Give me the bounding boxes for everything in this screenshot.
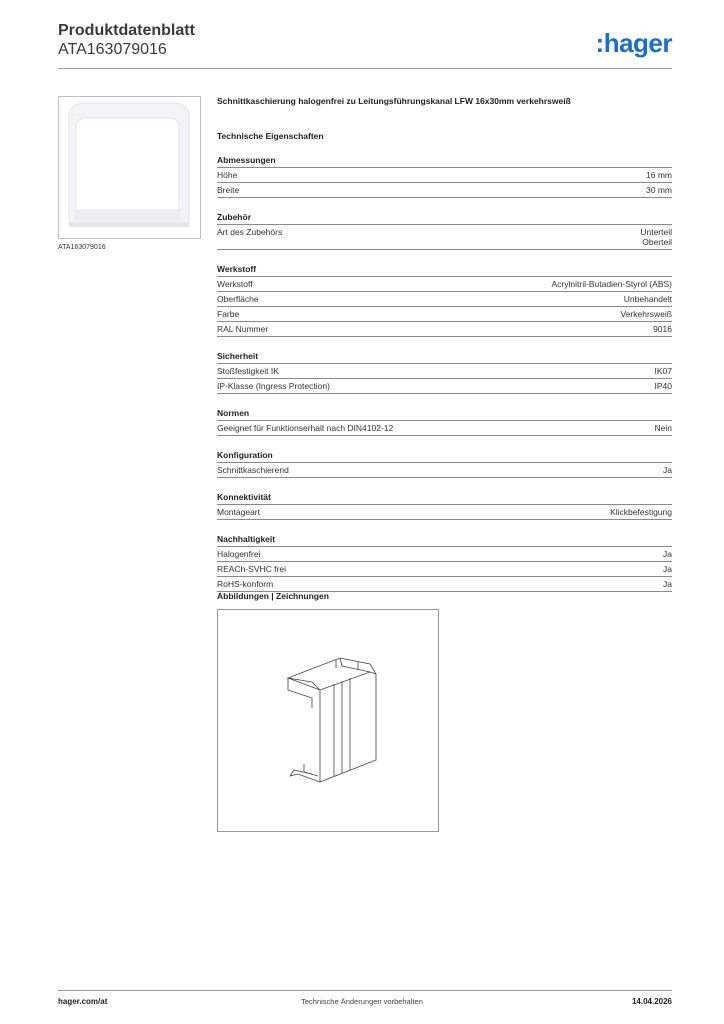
spec-value (655, 423, 672, 433)
spec-group (217, 491, 672, 520)
article-number: ATA163079016 (58, 41, 167, 58)
technical-drawing (217, 609, 439, 832)
product-photo-image (59, 97, 200, 238)
spec-value-line: Verkehrsweiß (620, 309, 672, 319)
spec-value-line: 9016 (653, 324, 672, 334)
spec-label: RoHS-konform (217, 579, 274, 589)
spec-value-line: Unbehandelt (623, 294, 672, 304)
spec-group (217, 407, 672, 436)
spec-group-title: Abmessungen (217, 154, 672, 168)
spec-group-title: Nachhaltigkeit (217, 533, 672, 547)
technical-properties-heading: Technische Eigenschaften (217, 131, 324, 141)
spec-label: Werkstoff (217, 279, 253, 289)
spec-group-title: Konfiguration (217, 449, 672, 463)
spec-value (646, 185, 672, 195)
spec-row (217, 562, 672, 577)
spec-row (217, 292, 672, 307)
spec-row (217, 463, 672, 478)
spec-value-line: 30 mm (646, 185, 672, 195)
spec-row (217, 547, 672, 562)
spec-row (217, 225, 672, 250)
spec-value-line: IP40 (654, 381, 672, 391)
spec-value (624, 294, 672, 304)
spec-value (655, 366, 673, 376)
product-description: Schnittkaschierung halogenfrei zu Leitungsführungskanal LFW 16x30mm verkehrsweiß (217, 96, 571, 106)
hager-logo: :hager (595, 28, 672, 58)
spec-content (217, 95, 672, 592)
spec-label: Halogenfrei (217, 549, 261, 559)
spec-row (217, 183, 672, 198)
spec-row (217, 277, 672, 292)
spec-label: REACh-SVHC frei (217, 564, 286, 574)
spec-group (217, 449, 672, 478)
spec-value-line: Ja (663, 549, 672, 559)
thumbnail-caption: ATA163079016 (58, 244, 106, 251)
spec-value-line: Nein (654, 423, 672, 433)
footer-note: Technische Änderungen vorbehalten (301, 997, 423, 1006)
spec-groups (217, 154, 672, 592)
footer-date: 14.04.2026 (631, 997, 672, 1006)
spec-value-line: IK07 (654, 366, 672, 376)
spec-label: Oberfläche (217, 294, 259, 304)
spec-row (217, 379, 672, 394)
spec-label: RAL Nummer (217, 324, 269, 334)
spec-label: IP-Klasse (Ingress Protection) (217, 381, 330, 391)
spec-row (217, 364, 672, 379)
spec-value-line: Ja (663, 579, 672, 589)
spec-label: Höhe (217, 170, 238, 180)
drawings-heading: Abbildungen | Zeichnungen (217, 591, 329, 601)
footer-divider (58, 990, 672, 991)
spec-value-line: 16 mm (646, 170, 672, 180)
spec-value (653, 324, 672, 334)
spec-label: Farbe (217, 309, 240, 319)
spec-value (640, 227, 672, 247)
header-divider (58, 68, 672, 69)
spec-value (552, 279, 672, 289)
spec-value (646, 170, 672, 180)
spec-group-title: Konnektivität (217, 491, 672, 505)
spec-label: Geeignet für Funktionserhalt nach DIN4102-12 (217, 423, 394, 433)
spec-group (217, 533, 672, 592)
spec-row (217, 577, 672, 592)
spec-value-line: Unterteil (640, 227, 672, 237)
footer-website[interactable]: hager.com/at (58, 997, 108, 1006)
spec-group (217, 154, 672, 198)
spec-label: Breite (217, 185, 240, 195)
spec-value (621, 309, 673, 319)
spec-group-title: Normen (217, 407, 672, 421)
spec-group-title: Sicherheit (217, 350, 672, 364)
spec-value-line: Ja (663, 465, 672, 475)
spec-group-title: Zubehör (217, 211, 672, 225)
spec-row (217, 421, 672, 436)
spec-value-line: Ja (663, 564, 672, 574)
page-header (58, 20, 672, 70)
spec-value-line: Oberteil (642, 237, 672, 247)
spec-value (663, 564, 672, 574)
spec-group (217, 263, 672, 337)
spec-row (217, 307, 672, 322)
spec-label: Schnittkaschierend (217, 465, 289, 475)
spec-label: Montageart (217, 507, 260, 517)
spec-value-line: Klickbefestigung (610, 507, 672, 517)
spec-value (663, 579, 672, 589)
spec-label: Art des Zubehörs (217, 227, 283, 237)
product-photo (58, 96, 201, 239)
spec-value (610, 507, 672, 517)
drawing-image (218, 610, 438, 831)
spec-row (217, 168, 672, 183)
spec-row (217, 322, 672, 337)
spec-group (217, 211, 672, 250)
spec-group-title: Werkstoff (217, 263, 672, 277)
document-title: Produktdatenblatt (58, 22, 195, 39)
spec-row (217, 505, 672, 520)
spec-group (217, 350, 672, 394)
spec-value-line: Acrylnitril-Butadien-Styrol (ABS) (551, 279, 672, 289)
spec-value (663, 549, 672, 559)
spec-value (655, 381, 673, 391)
spec-label: Stoßfestigkeit IK (217, 366, 279, 376)
spec-value (663, 465, 672, 475)
